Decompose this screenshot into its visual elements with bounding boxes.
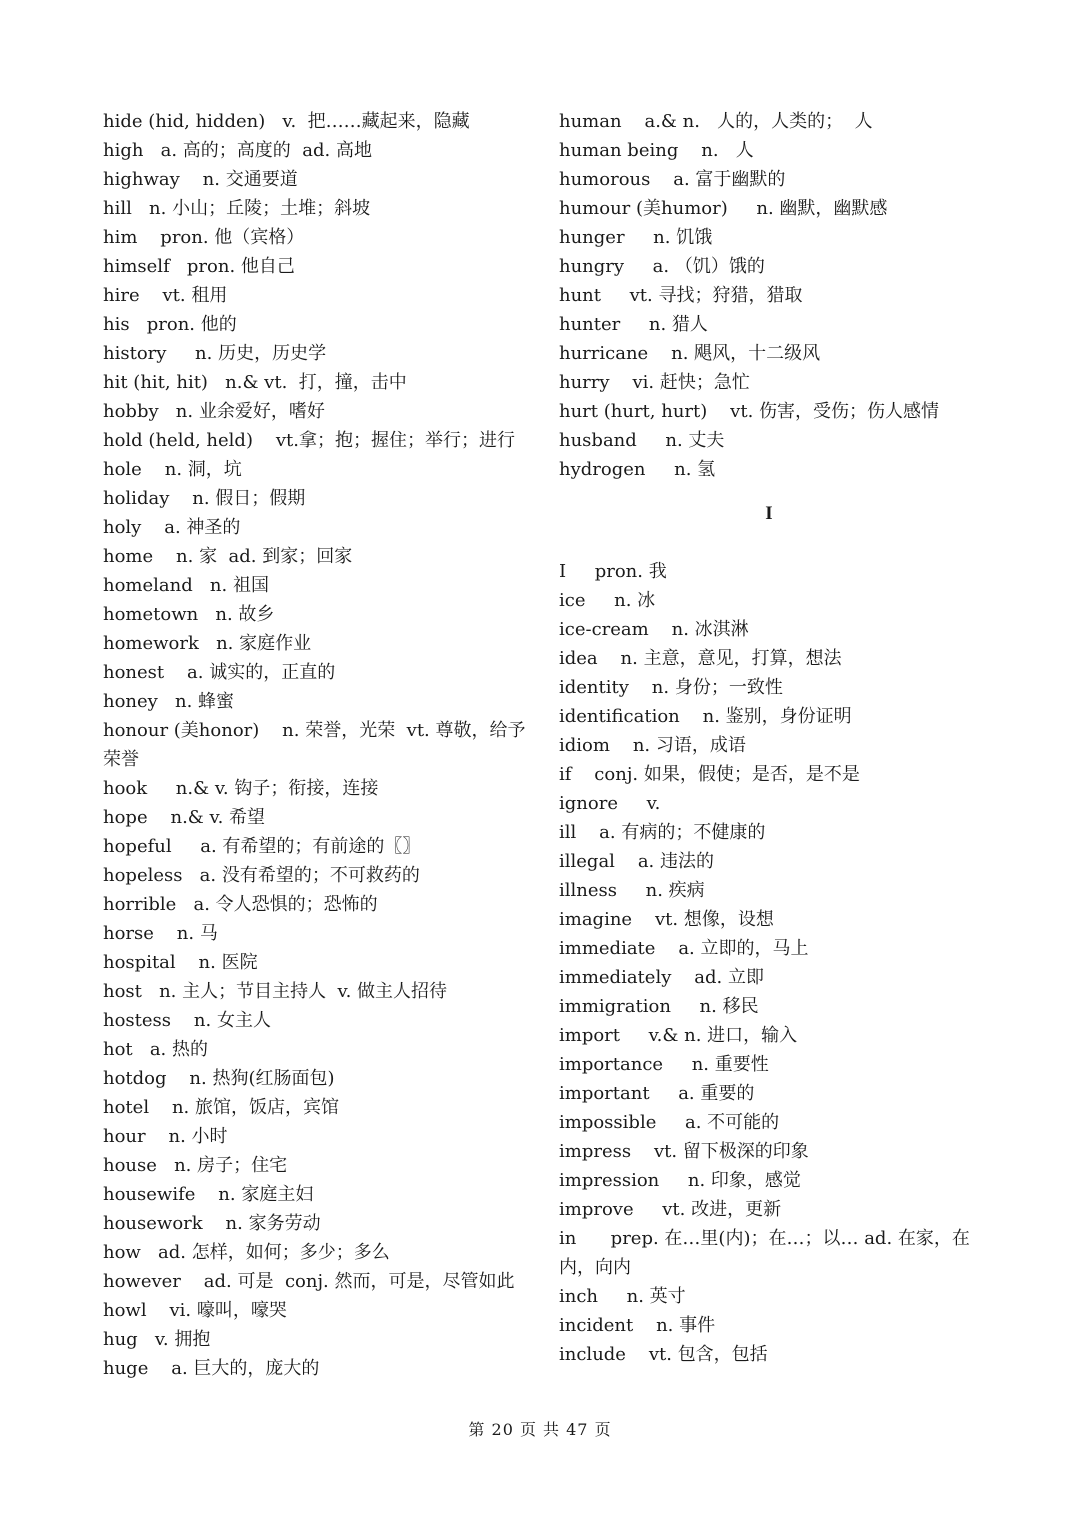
vocab-entry: important a. 重要的 xyxy=(559,1083,755,1104)
vocab-entry: immediately ad. 立即 xyxy=(559,967,764,988)
vocab-entry: idiom n. 习语，成语 xyxy=(559,735,746,756)
vocab-entry: hole n. 洞，坑 xyxy=(103,459,242,480)
vocab-entry: horse n. 马 xyxy=(103,923,218,944)
vocab-entry: hungry a. （饥）饿的 xyxy=(559,256,765,277)
vocab-entry: how ad. 怎样，如何；多少；多么 xyxy=(103,1242,390,1263)
vocab-entry: his pron. 他的 xyxy=(103,314,237,335)
vocab-entry: hug v. 拥抱 xyxy=(103,1329,211,1350)
vocab-entry: immigration n. 移民 xyxy=(559,996,759,1017)
vocab-entry: in prep. 在…里(内)；在…；以… ad. 在家，在内，向内 xyxy=(559,1228,970,1278)
vocab-entry: however ad. 可是 conj. 然而，可是，尽管如此 xyxy=(103,1271,515,1292)
vocab-entry: home n. 家 ad. 到家；回家 xyxy=(103,546,353,567)
vocab-entry: hurt (hurt, hurt) vt. 伤害，受伤；伤人感情 xyxy=(559,401,940,422)
vocab-entry: identity n. 身份；一致性 xyxy=(559,677,783,698)
vocab-entry: honey n. 蜂蜜 xyxy=(103,691,235,712)
vocab-entry: honour (美honor) n. 荣誉，光荣 vt. 尊敬，给予荣誉 xyxy=(103,720,526,770)
vocab-entry: high a. 高的；高度的 ad. 高地 xyxy=(103,140,372,161)
vocab-entry: I pron. 我 xyxy=(559,561,667,582)
vocab-entry: include vt. 包含，包括 xyxy=(559,1344,768,1365)
vocab-entry: hometown n. 故乡 xyxy=(103,604,275,625)
vocab-entry: inch n. 英寸 xyxy=(559,1286,686,1307)
vocab-entry: house n. 房子；住宅 xyxy=(103,1155,288,1176)
section-heading-i: I xyxy=(765,503,773,524)
vocab-entry: illness n. 疾病 xyxy=(559,880,705,901)
vocab-entry: hospital n. 医院 xyxy=(103,952,258,973)
vocab-entry: hydrogen n. 氢 xyxy=(559,459,716,480)
vocab-entry: history n. 历史，历史学 xyxy=(103,343,327,364)
vocab-entry: importance n. 重要性 xyxy=(559,1054,769,1075)
vocab-entry: hire vt. 租用 xyxy=(103,285,228,306)
vocab-entry: hurry vi. 赶快；急忙 xyxy=(559,372,750,393)
vocab-entry: imagine vt. 想像，设想 xyxy=(559,909,774,930)
vocab-entry: hook n.& v. 钩子；衔接，连接 xyxy=(103,778,379,799)
vocab-entry: ice-cream n. 冰淇淋 xyxy=(559,619,749,640)
vocab-entry: hide (hid, hidden) v. 把……藏起来，隐藏 xyxy=(103,111,470,132)
vocab-entry: illegal a. 违法的 xyxy=(559,851,714,872)
vocab-entry: idea n. 主意，意见，打算，想法 xyxy=(559,648,842,669)
vocab-entry: holy a. 神圣的 xyxy=(103,517,241,538)
vocab-entry: husband n. 丈夫 xyxy=(559,430,725,451)
vocab-entry: himself pron. 他自己 xyxy=(103,256,295,277)
right-column xyxy=(559,107,979,1369)
vocab-entry: highway n. 交通要道 xyxy=(103,169,298,190)
vocab-entry: hot a. 热的 xyxy=(103,1039,209,1060)
vocab-entry: ill a. 有病的；不健康的 xyxy=(559,822,766,843)
vocab-entry: hill n. 小山；丘陵；土堆；斜坡 xyxy=(103,198,371,219)
vocab-entry: hostess n. 女主人 xyxy=(103,1010,271,1031)
vocab-entry: horrible a. 令人恐惧的；恐怖的 xyxy=(103,894,378,915)
vocab-entry: hunt vt. 寻找；狩猎，猎取 xyxy=(559,285,803,306)
vocab-entry: ice n. 冰 xyxy=(559,590,656,611)
vocab-entry: hunger n. 饥饿 xyxy=(559,227,713,248)
vocab-entry: humorous a. 富于幽默的 xyxy=(559,169,786,190)
vocab-entry: hotdog n. 热狗(红肠面包) xyxy=(103,1068,335,1089)
vocab-entry: hour n. 小时 xyxy=(103,1126,228,1147)
left-column xyxy=(103,107,533,1383)
vocab-entry: hopeless a. 没有希望的；不可救药的 xyxy=(103,865,420,886)
vocab-entry: homeland n. 祖国 xyxy=(103,575,269,596)
vocab-entry: homework n. 家庭作业 xyxy=(103,633,312,654)
page-footer: 第 20 页 共 47 页 xyxy=(468,1420,612,1439)
vocab-entry: identification n. 鉴别，身份证明 xyxy=(559,706,852,727)
vocab-entry: hunter n. 猎人 xyxy=(559,314,708,335)
vocab-entry: hurricane n. 飓风，十二级风 xyxy=(559,343,821,364)
vocab-entry: him pron. 他（宾格） xyxy=(103,227,305,248)
vocab-entry: hopeful a. 有希望的；有前途的〖〗 xyxy=(103,836,421,857)
vocab-entry: impress vt. 留下极深的印象 xyxy=(559,1141,809,1162)
right-column-h-entries xyxy=(559,107,979,484)
vocab-entry: if conj. 如果，假使；是否，是不是 xyxy=(559,764,860,785)
right-column-i-entries xyxy=(559,557,979,1369)
vocab-entry: hotel n. 旅馆，饭店，宾馆 xyxy=(103,1097,339,1118)
vocab-entry: impression n. 印象，感觉 xyxy=(559,1170,801,1191)
vocab-entry: import v.& n. 进口，输入 xyxy=(559,1025,798,1046)
vocab-entry: huge a. 巨大的，庞大的 xyxy=(103,1358,320,1379)
vocab-entry: holiday n. 假日；假期 xyxy=(103,488,306,509)
vocab-entry: humour (美humor) n. 幽默，幽默感 xyxy=(559,198,888,219)
vocab-entry: howl vi. 嚎叫，嚎哭 xyxy=(103,1300,287,1321)
vocab-entry: host n. 主人；节目主持人 v. 做主人招待 xyxy=(103,981,448,1002)
vocab-entry: honest a. 诚实的，正直的 xyxy=(103,662,336,683)
vocab-entry: housewife n. 家庭主妇 xyxy=(103,1184,314,1205)
vocab-entry: human being n. 人 xyxy=(559,140,754,161)
vocab-entry: hobby n. 业余爱好，嗜好 xyxy=(103,401,325,422)
vocab-entry: impossible a. 不可能的 xyxy=(559,1112,780,1133)
vocab-entry: hit (hit, hit) n.& vt. 打，撞，击中 xyxy=(103,372,407,393)
vocab-entry: human a.& n. 人的，人类的； 人 xyxy=(559,111,873,132)
vocab-entry: hold (held, held) vt.拿；抱；握住；举行；进行 xyxy=(103,430,515,451)
vocab-entry: incident n. 事件 xyxy=(559,1315,716,1336)
vocab-entry: ignore v. xyxy=(559,793,661,814)
vocab-entry: housework n. 家务劳动 xyxy=(103,1213,321,1234)
vocab-entry: improve vt. 改进，更新 xyxy=(559,1199,782,1220)
vocab-entry: immediate a. 立即的，马上 xyxy=(559,938,809,959)
vocab-entry: hope n.& v. 希望 xyxy=(103,807,266,828)
